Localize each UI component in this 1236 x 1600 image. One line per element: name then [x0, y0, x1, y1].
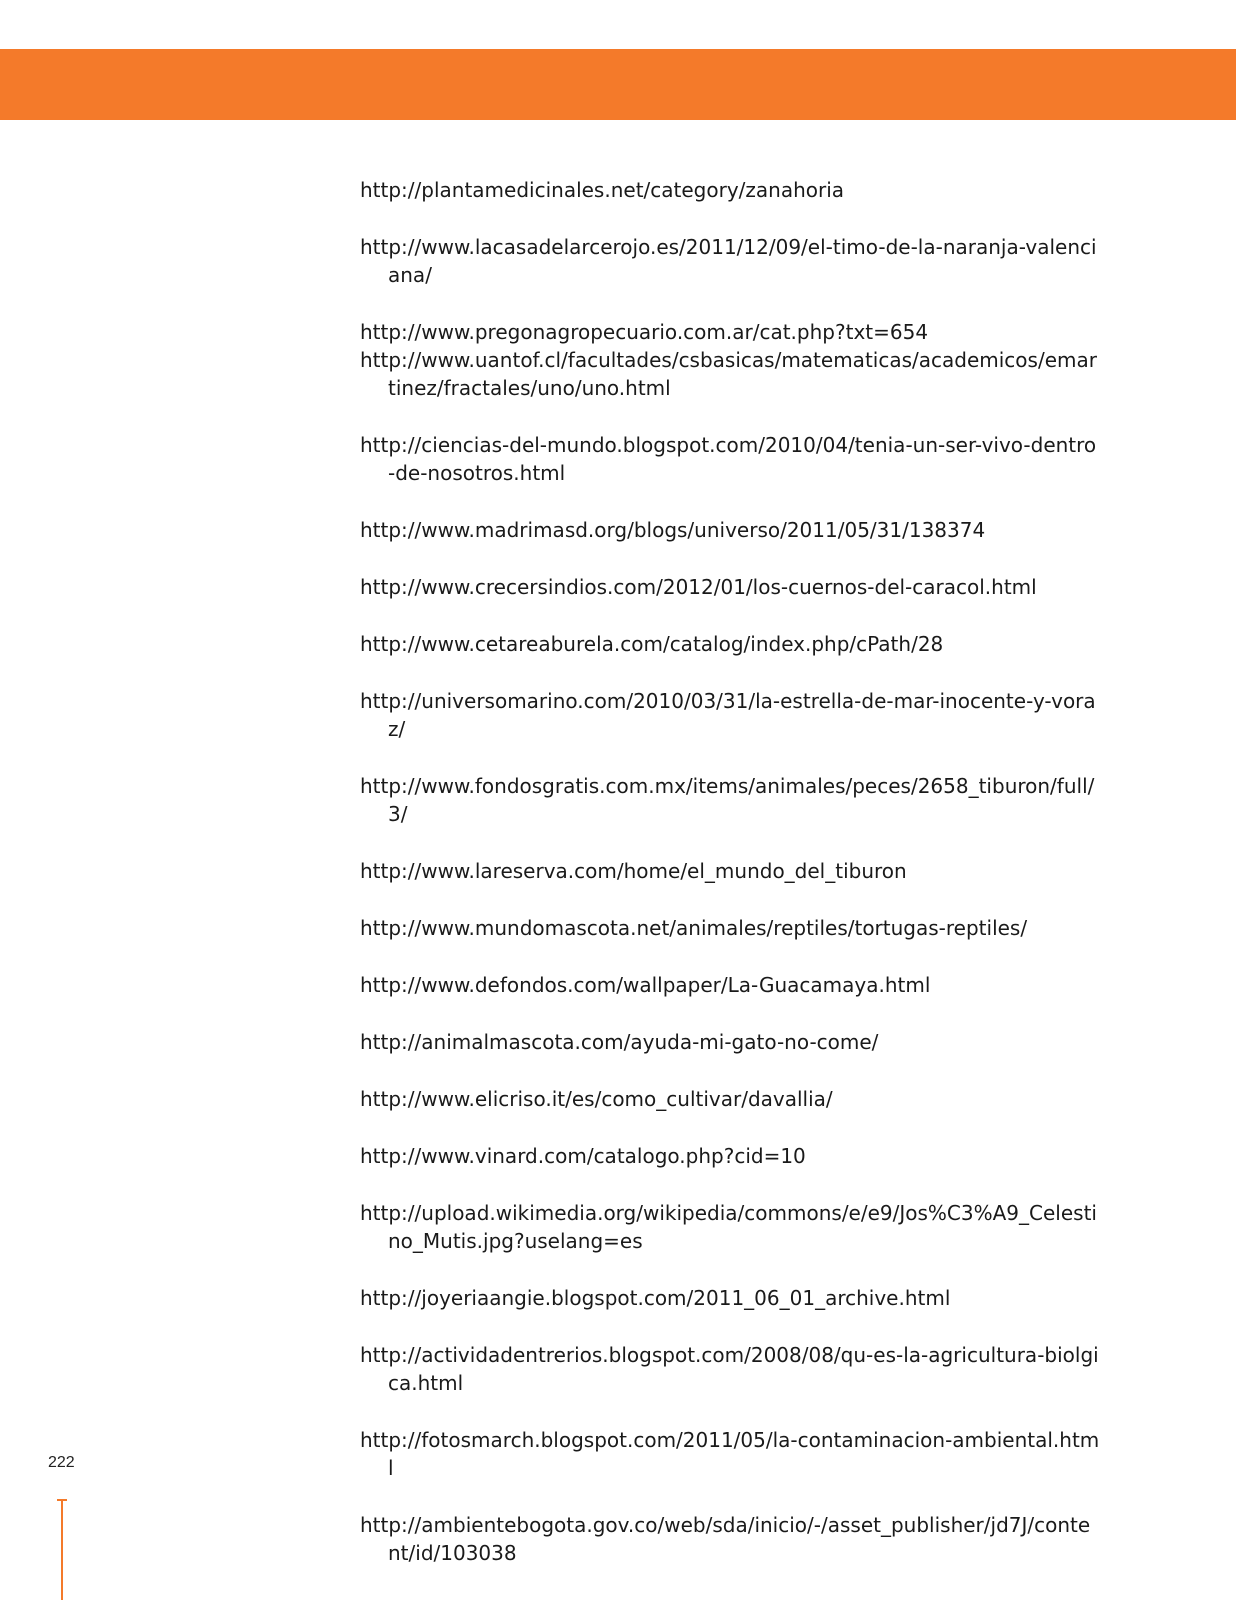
- reference-item[interactable]: http://animalmascota.com/ayuda-mi-gato-no-come/: [360, 1030, 879, 1054]
- reference-item[interactable]: http://joyeriaangie.blogspot.com/2011_06_01_archive.html: [360, 1286, 951, 1310]
- reference-item[interactable]: http://actividadentrerios.blogspot.com/2008/08/qu-es-la-agricultura-biolgica.html: [360, 1343, 1099, 1395]
- reference-item[interactable]: http://www.defondos.com/wallpaper/La-Guacamaya.html: [360, 973, 931, 997]
- reference-item[interactable]: http://www.elicriso.it/es/como_cultivar/davallia/: [360, 1087, 833, 1111]
- reference-item[interactable]: http://fotosmarch.blogspot.com/2011/05/la-contaminacion-ambiental.html: [360, 1428, 1100, 1480]
- reference-item[interactable]: http://ambientebogota.gov.co/web/sda/inicio/-/asset_publisher/jd7J/content/id/103038: [360, 1513, 1091, 1565]
- header-band: [0, 49, 1236, 120]
- reference-item[interactable]: http://www.vinard.com/catalogo.php?cid=10: [360, 1144, 806, 1168]
- reference-item[interactable]: http://plantamedicinales.net/category/zanahoria: [360, 178, 845, 202]
- page-number: 222: [48, 1454, 75, 1471]
- reference-item[interactable]: http://www.lacasadelarcerojo.es/2011/12/09/el-timo-de-la-naranja-valenciana/: [360, 235, 1097, 287]
- reference-item[interactable]: http://ciencias-del-mundo.blogspot.com/2010/04/tenia-un-ser-vivo-dentro-de-nosotros.html: [360, 433, 1097, 485]
- reference-item[interactable]: http://www.crecersindios.com/2012/01/los-cuernos-del-caracol.html: [360, 575, 1037, 599]
- reference-item[interactable]: http://www.cetareaburela.com/catalog/index.php/cPath/28: [360, 632, 944, 656]
- reference-item[interactable]: http://www.madrimasd.org/blogs/universo/2011/05/31/138374: [360, 518, 986, 542]
- reference-item[interactable]: http://www.pregonagropecuario.com.ar/cat.php?txt=654: [360, 320, 929, 344]
- reference-item[interactable]: http://www.fondosgratis.com.mx/items/animales/peces/2658_tiburon/full/3/: [360, 774, 1095, 826]
- reference-item[interactable]: http://www.uantof.cl/facultades/csbasicas/matematicas/academicos/emartinez/fractales/uno/uno.html: [360, 348, 1097, 400]
- reference-list: [360, 176, 1100, 1596]
- margin-rule: [61, 1500, 63, 1600]
- reference-item[interactable]: http://www.mundomascota.net/animales/reptiles/tortugas-reptiles/: [360, 916, 1028, 940]
- reference-item[interactable]: http://www.lareserva.com/home/el_mundo_del_tiburon: [360, 859, 907, 883]
- reference-item[interactable]: http://upload.wikimedia.org/wikipedia/commons/e/e9/Jos%C3%A9_Celestino_Mutis.jpg?uselang=es: [360, 1201, 1097, 1253]
- reference-item[interactable]: http://universomarino.com/2010/03/31/la-estrella-de-mar-inocente-y-voraz/: [360, 689, 1096, 741]
